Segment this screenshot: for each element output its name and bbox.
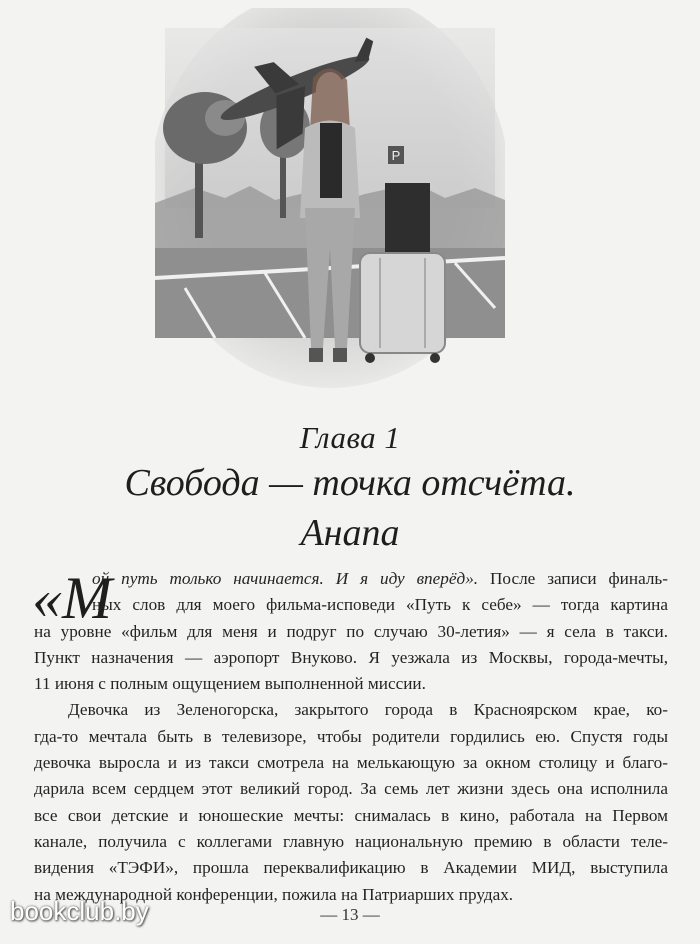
- paragraph-1-line: на уровне «фильм для меня и подруг по случаю 30-летия» — я села в такси.: [34, 621, 668, 641]
- paragraph-2-line: канале, получила с коллегами главную национальную премию в области теле-: [34, 831, 668, 851]
- chapter-number: Глава 1: [299, 420, 401, 455]
- paragraph-2-line: все свои детские и юношеские мечты: снималась в кино, работала на Первом: [34, 805, 668, 825]
- paragraph-1-line: ой путь только начинается. И я иду вперёд». После записи финаль-: [92, 569, 668, 588]
- paragraph-1: [34, 566, 668, 697]
- chapter-illustration: [155, 8, 505, 388]
- paragraph-2-line: видения «ТЭФИ», прошла переквалификацию в Академии МИД, выступила: [34, 858, 668, 878]
- page-number: — 13 —: [320, 905, 380, 924]
- paragraph-2-line: гда-то мечтала быть в телевизоре, чтобы родители гордились ею. Спустя годы: [34, 726, 668, 746]
- italic-quote: ой путь только начинается. И я иду вперёд».: [92, 569, 479, 588]
- paragraph-2-line: дарила всем сердцем этот великий город. За семь лет жизни здесь она исполнила: [34, 779, 668, 799]
- paragraph-2-line: Девочка из Зеленогорска, закрытого города в Красноярском крае, ко-: [68, 700, 668, 720]
- paragraph-2-line: на международной конференции, пожила на Патриарших прудах.: [34, 884, 514, 904]
- paragraph-1-line: ных слов для моего фильма-исповеди «Путь к себе» — тогда картина: [92, 595, 668, 615]
- paragraph-1-line: Пункт назначения — аэропорт Внуково. Я уезжала из Москвы, города-мечты,: [34, 647, 668, 667]
- paragraph-1-line: 11 июня с полным ощущением выполненной миссии.: [34, 674, 426, 694]
- chapter-title: [0, 458, 700, 558]
- chapter-title-line2: Анапа: [300, 512, 400, 554]
- watermark: bookclub.by: [10, 896, 149, 926]
- chapter-title-line1: Свобода — точка отсчёта.: [124, 462, 576, 504]
- paragraph-2-line: девочка выросла и из такси смотрела на мелькающую за окном столицу и благо-: [34, 753, 668, 773]
- parking-sign-label: P: [391, 148, 401, 163]
- drop-cap: «М: [32, 565, 112, 631]
- paragraph-2: [34, 697, 668, 907]
- body-text: [34, 566, 668, 908]
